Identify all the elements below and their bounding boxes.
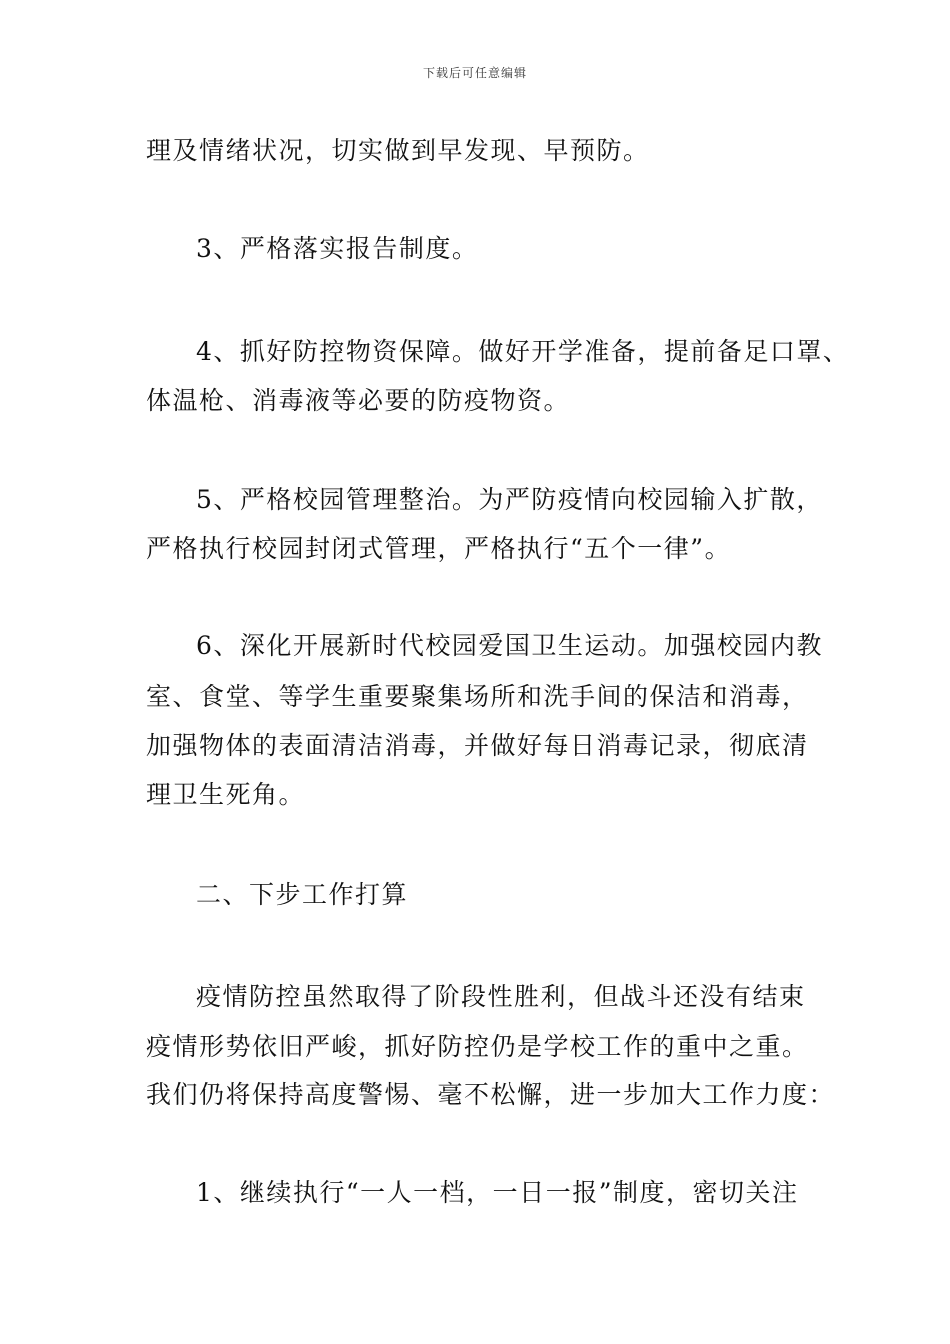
paragraph-line: 理及情绪状况，切实做到早发现、早预防。 xyxy=(146,136,650,165)
paragraph-line: 1、继续执行“一人一档，一日一报”制度，密切关注 xyxy=(196,1178,799,1207)
paragraph-line: 3、严格落实报告制度。 xyxy=(196,234,479,263)
section-heading: 二、下步工作打算 xyxy=(196,880,409,909)
paragraph-line: 疫情形势依旧严峻，抓好防控仍是学校工作的重中之重。 xyxy=(146,1032,809,1061)
paragraph-line: 5、严格校园管理整治。为严防疫情向校园输入扩散， xyxy=(196,485,823,514)
paragraph-line: 6、深化开展新时代校园爱国卫生运动。加强校园内教 xyxy=(196,631,823,660)
paragraph-line: 4、抓好防控物资保障。做好开学准备，提前备足口罩、 xyxy=(196,337,850,366)
paragraph-line: 我们仍将保持高度警惕、毫不松懈，进一步加大工作力度： xyxy=(146,1080,836,1109)
page-header: 下载后可任意编辑 xyxy=(422,66,527,80)
paragraph-line: 室、食堂、等学生重要聚集场所和洗手间的保洁和消毒， xyxy=(146,682,809,711)
paragraph-line: 疫情防控虽然取得了阶段性胜利，但战斗还没有结束 xyxy=(196,982,806,1011)
paragraph-line: 严格执行校园封闭式管理，严格执行“五个一律”。 xyxy=(146,534,732,563)
paragraph-line: 理卫生死角。 xyxy=(146,780,306,809)
paragraph-line: 体温枪、消毒液等必要的防疫物资。 xyxy=(146,386,571,415)
paragraph-line: 加强物体的表面清洁消毒，并做好每日消毒记录，彻底清 xyxy=(146,731,809,760)
